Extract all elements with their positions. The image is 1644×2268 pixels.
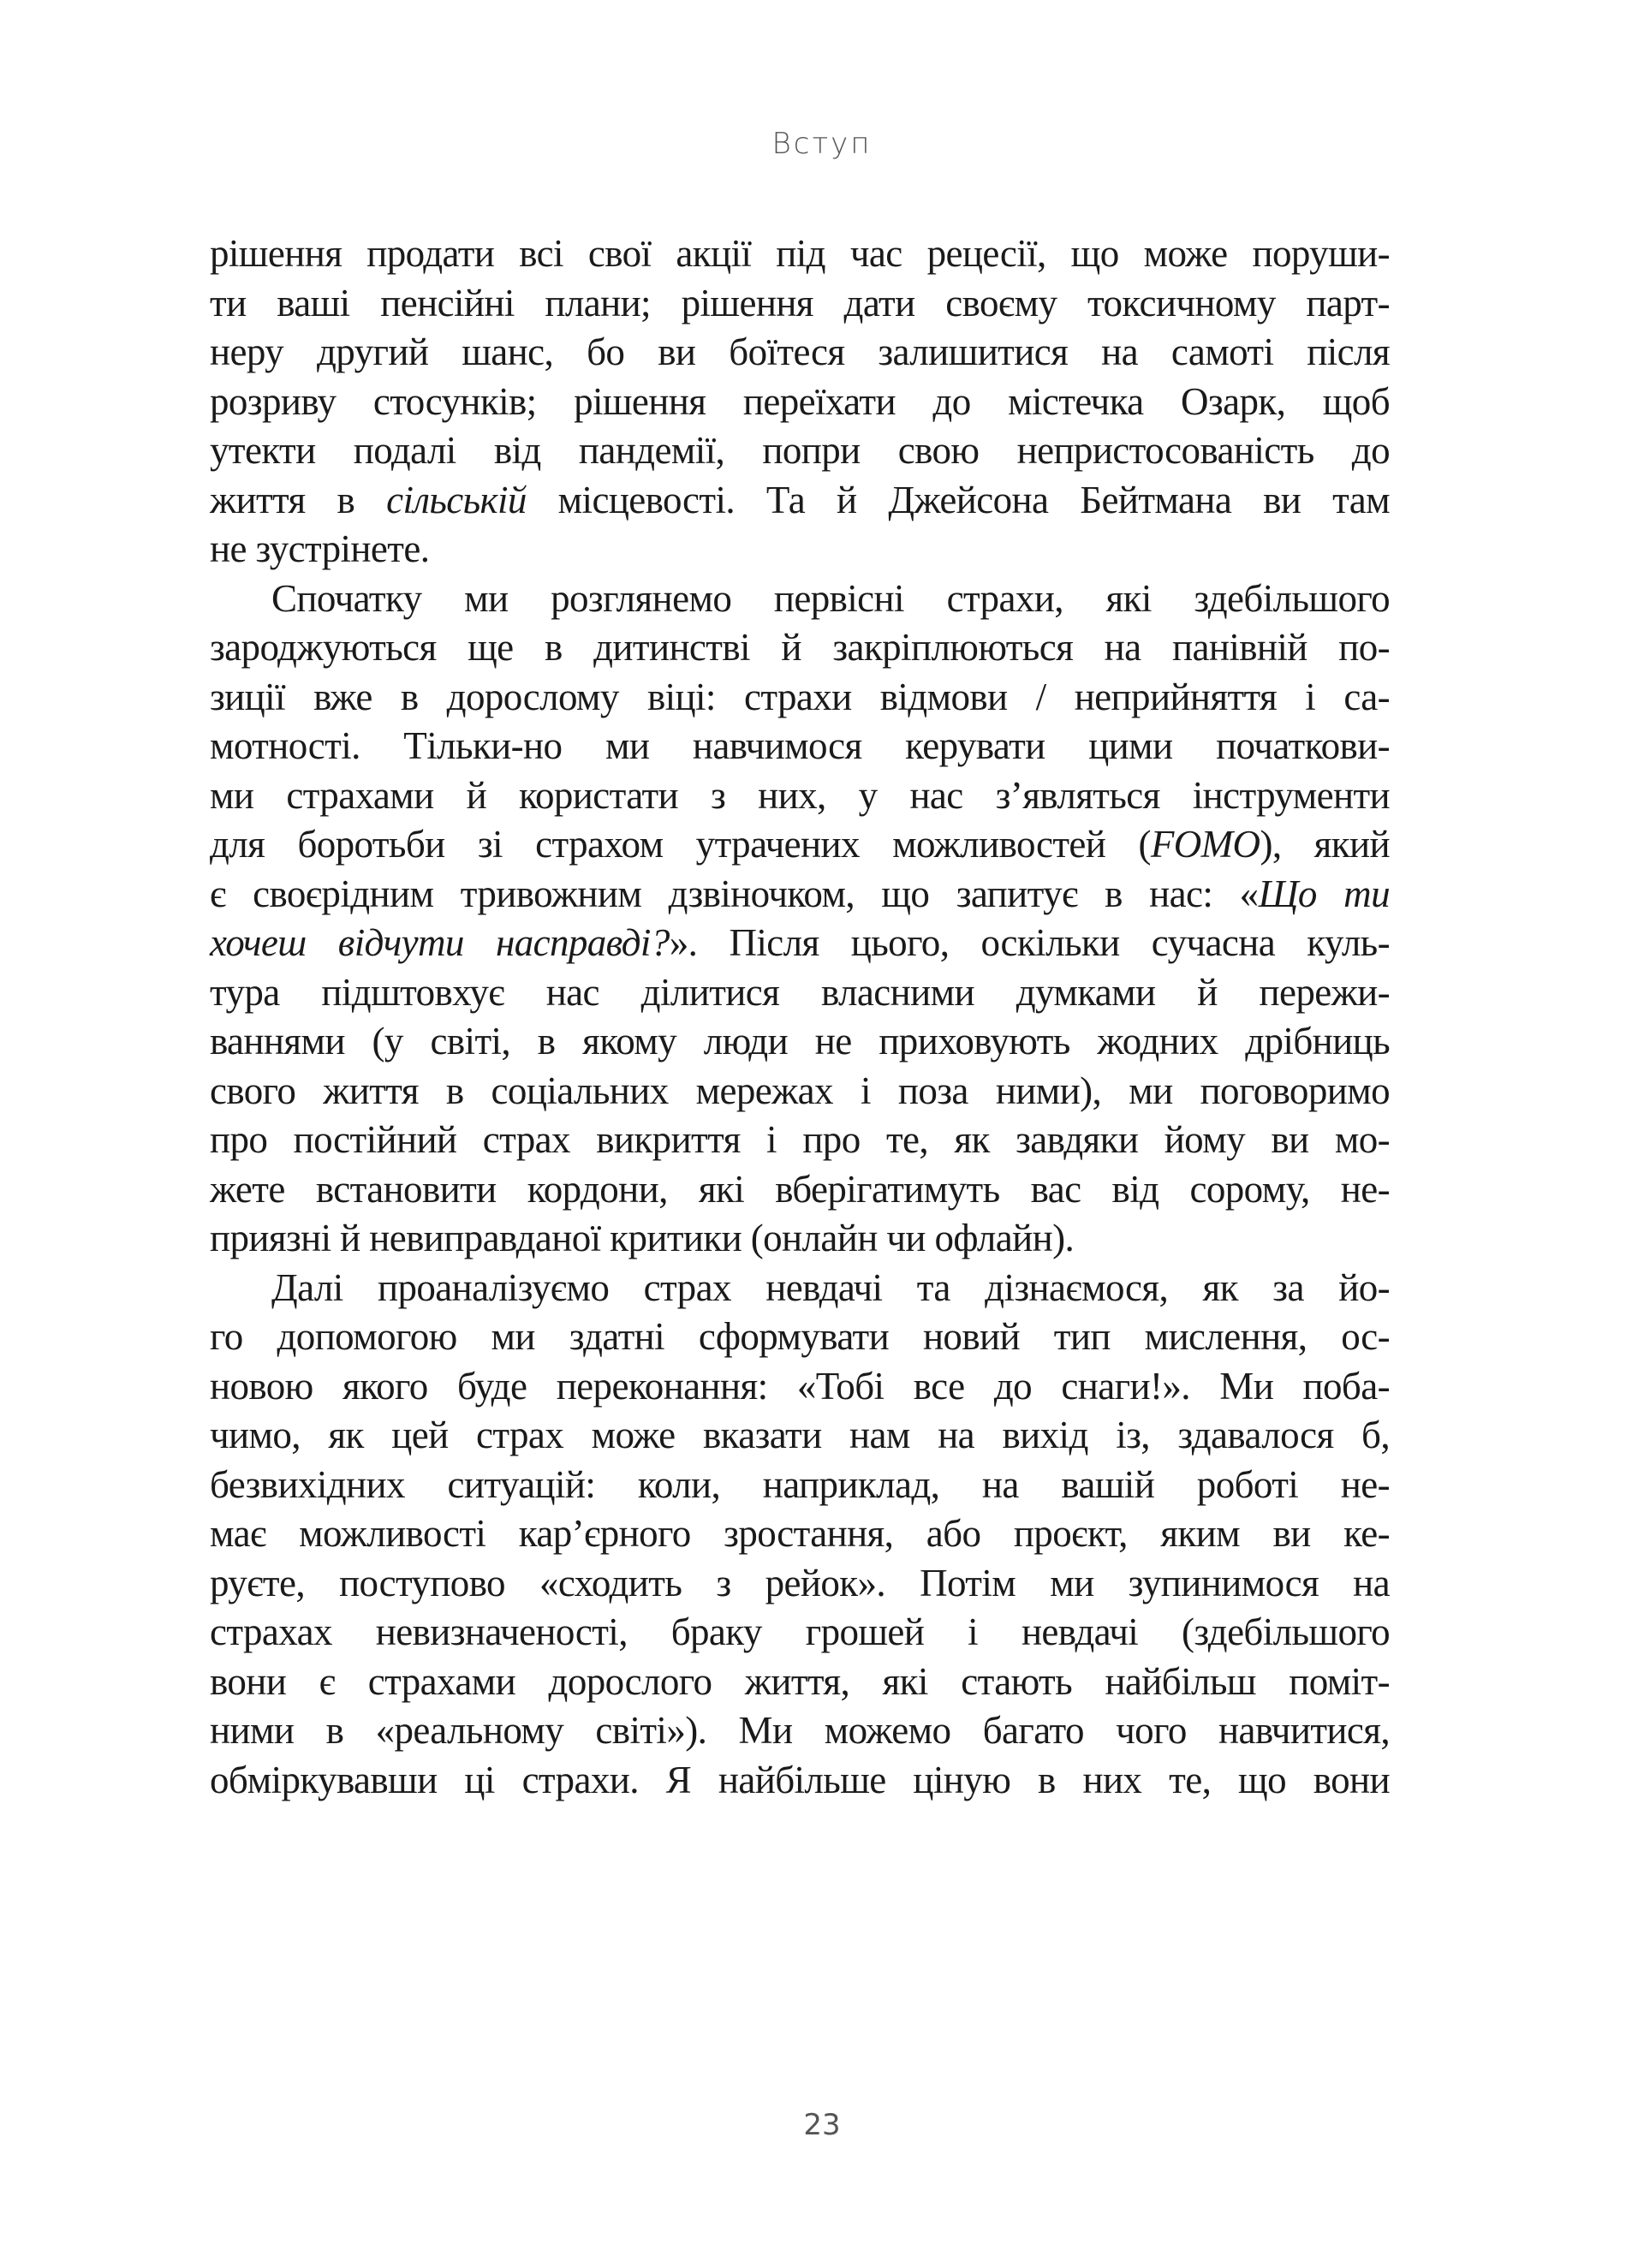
text-line bbox=[210, 1067, 1390, 1116]
text-line bbox=[210, 870, 1390, 920]
text-run: неру другий шанс, бо ви боїтеся залишитися на самоті після bbox=[210, 330, 1390, 373]
text-line bbox=[210, 623, 1390, 673]
text-run: зиції вже в дорослому віці: страхи відмови / неприйняття і са- bbox=[210, 675, 1390, 718]
text-run: жете встановити кордони, які вберігатимуть вас від сорому, не- bbox=[210, 1167, 1390, 1211]
text-run: приязні й невиправданої критики (онлайн чи офлайн). bbox=[210, 1217, 1075, 1259]
text-line bbox=[210, 1017, 1390, 1067]
text-line bbox=[210, 1461, 1390, 1510]
running-head: Вступ bbox=[771, 127, 873, 161]
text-line bbox=[210, 1509, 1390, 1559]
text-line bbox=[210, 919, 1390, 968]
text-run: ти ваші пенсійні плани; рішення дати своєму токсичному парт- bbox=[210, 281, 1390, 324]
italic-run: Що ти bbox=[1258, 872, 1390, 915]
text-line bbox=[210, 229, 1390, 279]
text-line bbox=[210, 1706, 1390, 1756]
text-run: чимо, як цей страх може вказати нам на вихід із, здавалося б, bbox=[210, 1414, 1390, 1456]
text-line bbox=[210, 1165, 1390, 1215]
text-run: для боротьби зі страхом утрачених можливостей ( bbox=[210, 823, 1151, 866]
italic-run: хочеш відчути насправді? bbox=[210, 921, 670, 964]
text-run: свого життя в соціальних мережах і поза ними), ми поговоримо bbox=[210, 1069, 1390, 1112]
text-run: ними в «реальному світі»). Ми можемо багато чого навчитися, bbox=[210, 1709, 1390, 1752]
text-run: має можливості кар’єрного зростання, або проєкт, яким ви ке- bbox=[210, 1512, 1390, 1555]
text-run: страхах невизначеності, браку грошей і невдачі (здебільшого bbox=[210, 1610, 1390, 1653]
text-run: є своєрідним тривожним дзвіночком, що запитує в нас: « bbox=[210, 872, 1259, 915]
text-run: Далі проаналізуємо страх невдачі та дізнаємося, як за йо- bbox=[271, 1265, 1390, 1309]
text-run: безвихідних ситуацій: коли, наприклад, на вашій роботі не- bbox=[210, 1462, 1390, 1506]
text-line bbox=[210, 574, 1390, 624]
text-line bbox=[210, 771, 1390, 821]
text-line bbox=[210, 968, 1390, 1018]
text-run: ми страхами й користати з них, у нас з’являться інструменти bbox=[210, 773, 1390, 817]
italic-run: сільській bbox=[386, 478, 527, 521]
text-run: тура підштовхує нас ділитися власними думками й пережи- bbox=[210, 970, 1390, 1014]
text-line bbox=[210, 279, 1390, 329]
page-number: 23 bbox=[803, 2108, 841, 2142]
text-line bbox=[210, 476, 1390, 526]
text-run: місцевості. Та й Джейсона Бейтмана ви там bbox=[526, 478, 1391, 521]
text-line bbox=[210, 1116, 1390, 1165]
text-line bbox=[210, 820, 1390, 870]
text-run: утекти подалі від пандемії, попри свою непристосованість до bbox=[210, 429, 1390, 472]
text-run: вони є страхами дорослого життя, які стають найбільш поміт- bbox=[210, 1659, 1390, 1703]
text-line bbox=[210, 1411, 1390, 1461]
text-run: не зустрінете. bbox=[210, 527, 430, 570]
text-line bbox=[210, 378, 1390, 427]
text-line bbox=[210, 1214, 1390, 1264]
body-text bbox=[210, 229, 1390, 1805]
text-line bbox=[210, 1756, 1390, 1806]
text-line bbox=[210, 722, 1390, 771]
text-line bbox=[210, 1264, 1390, 1313]
text-run: розриву стосунків; рішення переїхати до містечка Озарк, щоб bbox=[210, 379, 1390, 423]
text-run: Спочатку ми розглянемо первісні страхи, які здебільшого bbox=[271, 576, 1390, 620]
text-line bbox=[210, 1658, 1390, 1707]
text-line bbox=[210, 426, 1390, 476]
text-run: обміркувавши ці страхи. Я найбільше ціную в них те, що вони bbox=[210, 1758, 1390, 1801]
text-run: життя в bbox=[210, 478, 387, 521]
text-run: зароджуються ще в дитинстві й закріплюються на панівній по- bbox=[210, 626, 1390, 669]
text-line bbox=[210, 673, 1390, 723]
text-line bbox=[210, 1313, 1390, 1362]
italic-run: FOMO bbox=[1150, 823, 1260, 866]
text-run: ), який bbox=[1260, 823, 1390, 866]
text-run: ваннями (у світі, в якому люди не приховують жодних дрібниць bbox=[210, 1020, 1390, 1063]
text-line bbox=[210, 328, 1390, 378]
text-run: рішення продати всі свої акції під час рецесії, що може поруши- bbox=[210, 232, 1390, 275]
text-run: про постійний страх викриття і про те, як завдяки йому ви мо- bbox=[210, 1118, 1390, 1161]
text-line bbox=[210, 525, 1390, 574]
text-line bbox=[210, 1362, 1390, 1412]
text-run: го допомогою ми здатні сформувати новий тип мислення, ос- bbox=[210, 1315, 1390, 1358]
text-run: новою якого буде переконання: «Тобі все до снаги!». Ми поба- bbox=[210, 1364, 1390, 1408]
text-line bbox=[210, 1559, 1390, 1609]
text-run: мотності. Тільки-но ми навчимося керувати цими початкови- bbox=[210, 724, 1390, 767]
text-run: ». Після цього, оскільки сучасна куль- bbox=[669, 921, 1390, 964]
text-run: руєте, поступово «сходить з рейок». Потім ми зупинимося на bbox=[210, 1561, 1390, 1604]
text-line bbox=[210, 1608, 1390, 1658]
